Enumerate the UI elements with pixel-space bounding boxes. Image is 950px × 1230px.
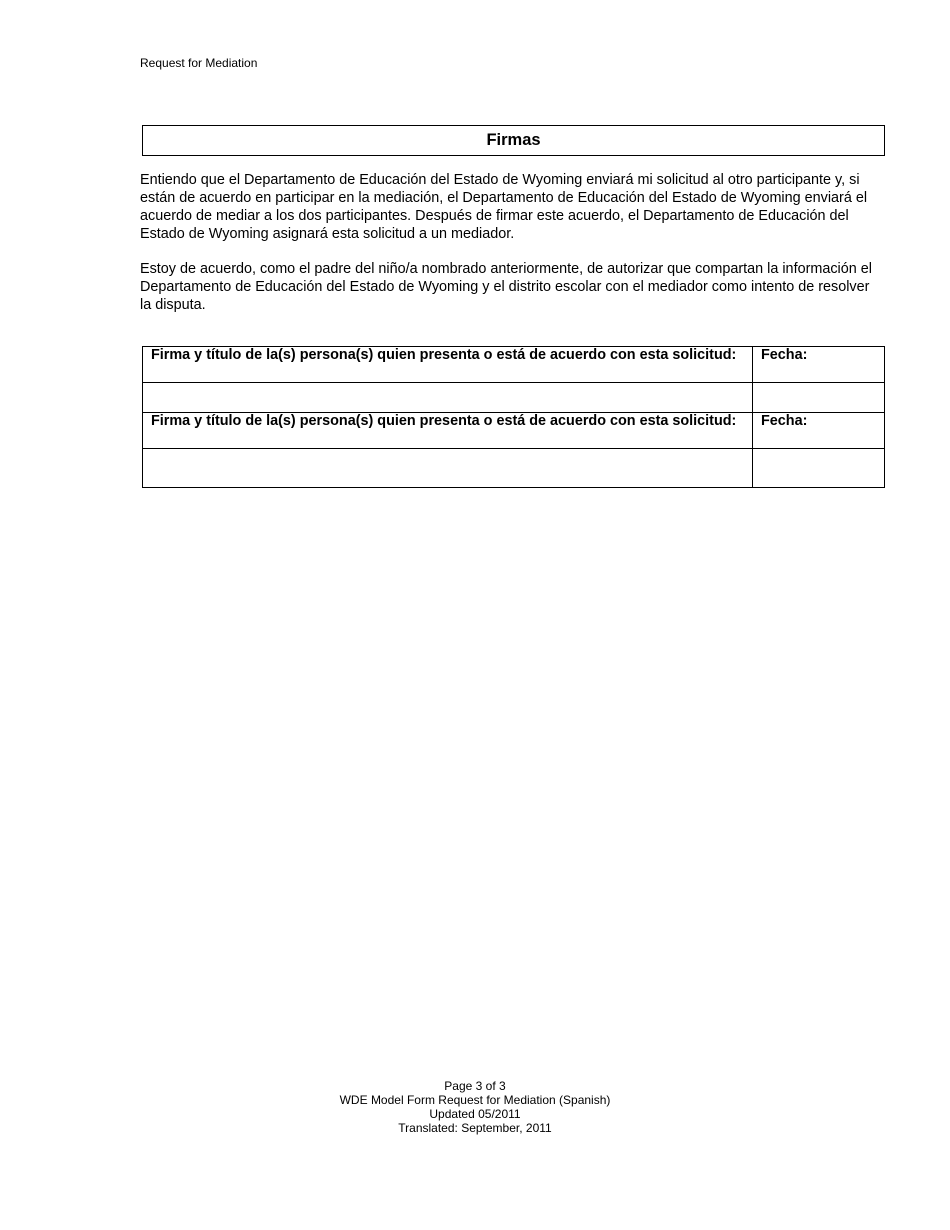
running-header: Request for Mediation xyxy=(140,56,258,70)
section-title: Firmas xyxy=(142,125,885,156)
date-label: Fecha: xyxy=(753,347,885,383)
signature-header-row xyxy=(143,413,885,449)
consent-paragraph-1: Entiendo que el Departamento de Educación del Estado de Wyoming enviará mi solicitud al otro participante y, si están de acuerdo en participar en la mediación, el Departamento de Educación del Estado de Wyoming enviará el acuerdo de mediar a los dos participantes. Después de firmar este acuerdo, el Departamento de Educación del Estado de Wyoming asignará esta solicitud a un mediador. xyxy=(140,172,868,242)
page-footer xyxy=(0,1079,950,1135)
date-field[interactable] xyxy=(753,383,885,413)
signature-field[interactable] xyxy=(143,449,753,488)
date-field[interactable] xyxy=(753,449,885,488)
signature-header-row xyxy=(143,347,885,383)
date-label: Fecha: xyxy=(753,413,885,449)
footer-page-number: Page 3 of 3 xyxy=(444,1079,506,1093)
signature-field[interactable] xyxy=(143,383,753,413)
signature-entry-row xyxy=(143,449,885,488)
footer-translated-date: Translated: September, 2011 xyxy=(398,1121,552,1135)
signature-table xyxy=(142,346,885,488)
footer-form-name: WDE Model Form Request for Mediation (Spanish) xyxy=(339,1093,611,1107)
footer-updated-date: Updated 05/2011 xyxy=(429,1107,521,1121)
signature-label: Firma y título de la(s) persona(s) quien presenta o está de acuerdo con esta solicitud: xyxy=(143,413,753,449)
consent-paragraph-2: Estoy de acuerdo, como el padre del niño/a nombrado anteriormente, de autorizar que compartan la información el Departamento de Educación del Estado de Wyoming y el distrito escolar con el mediador como intento de resolver la disputa. xyxy=(140,261,872,313)
signature-label: Firma y título de la(s) persona(s) quien presenta o está de acuerdo con esta solicitud: xyxy=(143,347,753,383)
signature-entry-row xyxy=(143,383,885,413)
